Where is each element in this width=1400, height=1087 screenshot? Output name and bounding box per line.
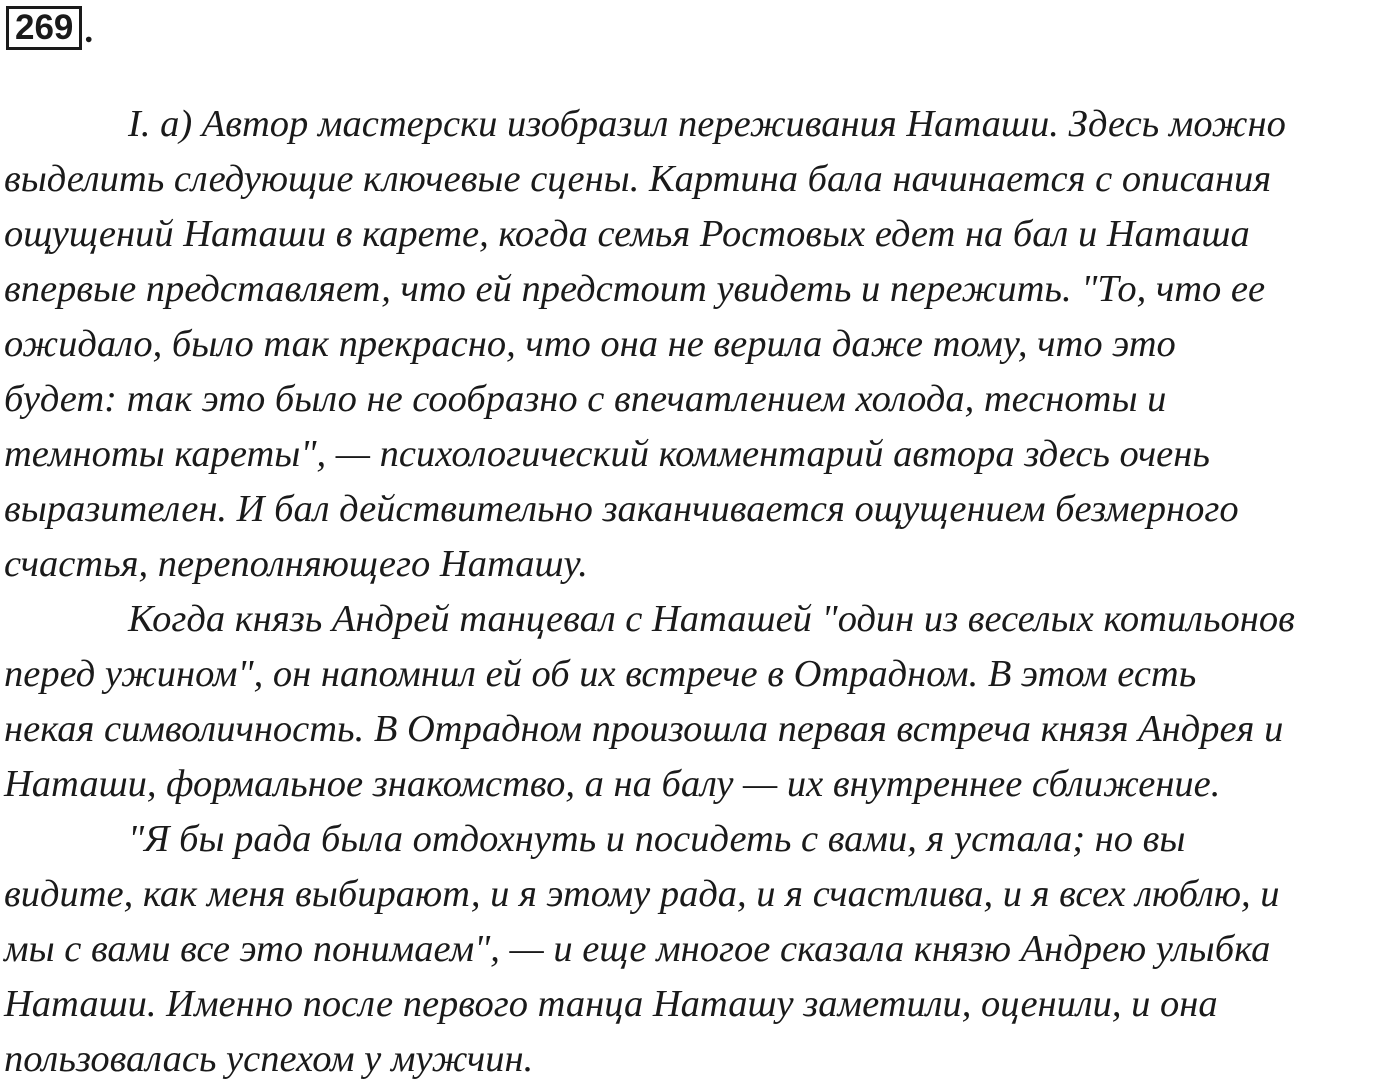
text-line: выделить следующие ключевые сцены. Картина бала начинается с описания (4, 158, 1272, 200)
text-line: будет: так это было не сообразно с впечатлением холода, тесноты и (4, 378, 1167, 420)
text-line: счастья, переполняющего Наташу. (4, 543, 588, 585)
text-line: впервые представляет, что ей предстоит увидеть и пережить. "То, что ее (4, 268, 1266, 310)
text-line: "Я бы рада была отдохнуть и посидеть с вами, я устала; но вы (128, 818, 1186, 860)
exercise-number-box: 269 (6, 6, 82, 50)
text-line: ощущений Наташи в карете, когда семья Ростовых едет на бал и Наташа (4, 213, 1250, 255)
text-line: некая символичность. В Отрадном произошла первая встреча князя Андрея и (4, 708, 1284, 750)
exercise-number-dot: . (84, 11, 94, 50)
text-line: мы с вами все это понимаем", — и еще многое сказала князю Андрею улыбка (4, 928, 1271, 970)
text-body (4, 97, 1396, 1087)
text-line: пользовалась успехом у мужчин. (4, 1038, 534, 1080)
text-line: перед ужином", он напомнил ей об их встрече в Отрадном. В этом есть (4, 653, 1197, 695)
exercise-number (6, 6, 93, 50)
text-line: Когда князь Андрей танцевал с Наташей "один из веселых котильонов (128, 598, 1295, 640)
text-line: выразителен. И бал действительно заканчивается ощущением безмерного (4, 488, 1239, 530)
text-line: видите, как меня выбирают, и я этому рада, и я счастлива, и я всех люблю, и (4, 873, 1280, 915)
text-line: I. а) Автор мастерски изобразил переживания Наташи. Здесь можно (128, 103, 1286, 145)
text-line: Наташи, формальное знакомство, а на балу — их внутреннее сближение. (4, 763, 1221, 805)
text-line: Наташи. Именно после первого танца Наташу заметили, оценили, и она (4, 983, 1218, 1025)
text-line: ожидало, было так прекрасно, что она не верила даже тому, что это (4, 323, 1176, 365)
text-line: темноты кареты", — психологический комментарий автора здесь очень (4, 433, 1210, 475)
